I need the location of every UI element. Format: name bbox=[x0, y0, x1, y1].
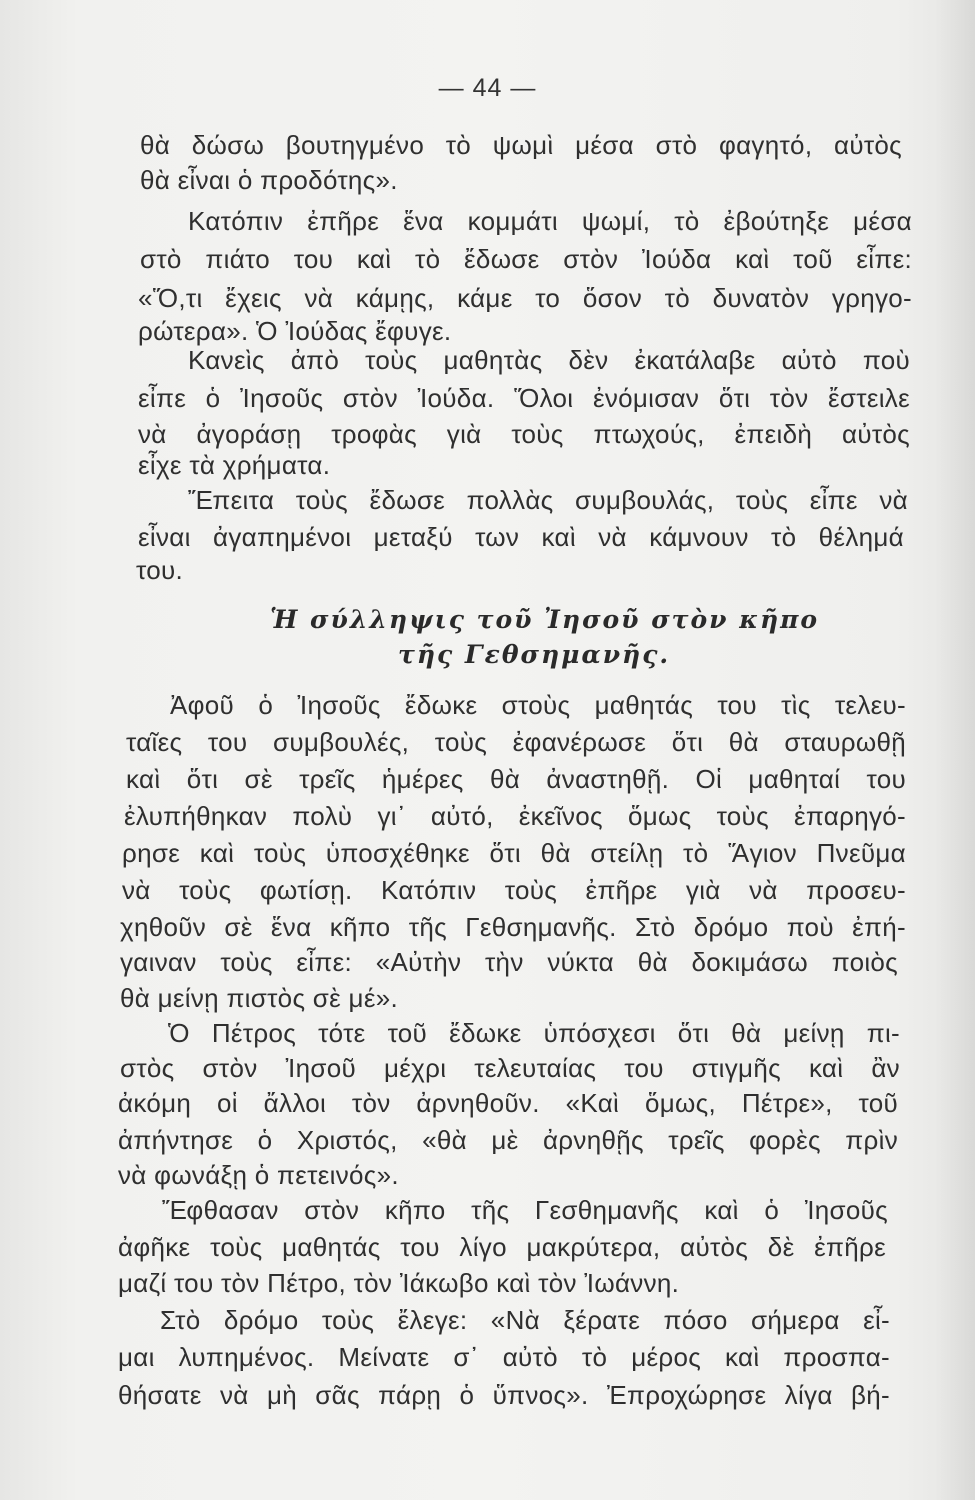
page-number: — 44 — bbox=[438, 74, 537, 102]
text-line: θὰ εἶναι ὁ προδότης». bbox=[140, 165, 398, 195]
text-line: χηθοῦν σὲ ἕνα κῆπο τῆς Γεθσημανῆς. Στὸ δρόμο ποὺ ἐπή- bbox=[120, 912, 906, 942]
text-line: εἶχε τὰ χρήματα. bbox=[138, 450, 331, 480]
text-line: ἐλυπήθηκαν πολὺ γι᾽ αὐτό, ἐκεῖνος ὅμως τοὺς ἐπαρηγό- bbox=[124, 801, 906, 831]
section-heading: Ἡ σύλληψις τοῦ Ἰησοῦ στὸν κῆπο bbox=[270, 605, 820, 634]
text-line: θὰ δώσω βουτηγμένο τὸ ψωμὶ μέσα στὸ φαγητό, αὐτὸς bbox=[140, 130, 902, 160]
text-line: Ἔφθασαν στὸν κῆπο τῆς Γεσθημανῆς καὶ ὁ Ἰησοῦς bbox=[162, 1195, 888, 1225]
text-line: Κανεὶς ἀπὸ τοὺς μαθητὰς δὲν ἐκατάλαβε αὐτὸ ποὺ bbox=[188, 345, 910, 375]
text-line: μαζί του τὸν Πέτρο, τὸν Ἰάκωβο καὶ τὸν Ἰωάννη. bbox=[118, 1268, 680, 1298]
text-line: γαιναν τοὺς εἶπε: «Αὐτὴν τὴν νύκτα θὰ δοκιμάσω ποιὸς bbox=[120, 947, 898, 977]
text-line: θὰ μείνῃ πιστὸς σὲ μέ». bbox=[120, 983, 399, 1013]
text-line: ἀκόμη οἱ ἄλλοι τὸν ἀρνηθοῦν. «Καὶ ὅμως, Πέτρε», τοῦ bbox=[118, 1088, 898, 1118]
text-line: Ἀφοῦ ὁ Ἰησοῦς ἔδωκε στοὺς μαθητάς του τὶς τελευ- bbox=[170, 690, 906, 720]
text-line: ἀφῆκε τοὺς μαθητάς του λίγο μακρύτερα, αὐτὸς δὲ ἐπῆρε bbox=[118, 1232, 886, 1262]
text-line: νὰ τοὺς φωτίσῃ. Κατόπιν τοὺς ἐπῆρε γιὰ νὰ προσευ- bbox=[122, 875, 906, 905]
text-line: Κατόπιν ἐπῆρε ἕνα κομμάτι ψωμί, τὸ ἐβούτηξε μέσα bbox=[188, 206, 912, 236]
text-line: στὸς στὸν Ἰησοῦ μέχρι τελευταίας του στιγμῆς καὶ ἂν bbox=[120, 1053, 900, 1083]
text-line: θήσατε νὰ μὴ σᾶς πάρῃ ὁ ὕπνος». Ἐπροχώρησε λίγα βή- bbox=[118, 1380, 890, 1410]
text-line: ταῖες του συμβουλές, τοὺς ἐφανέρωσε ὅτι θὰ σταυρωθῇ bbox=[126, 727, 906, 757]
text-line: ρώτερα». Ὁ Ἰούδας ἔφυγε. bbox=[138, 316, 452, 346]
text-line: νὰ φωνάξῃ ὁ πετεινός». bbox=[118, 1160, 399, 1190]
text-line: ἀπήντησε ὁ Χριστός, «θὰ μὲ ἀρνηθῇς τρεῖς φορὲς πρὶν bbox=[118, 1125, 898, 1155]
text-line: «Ὅ,τι ἔχεις νὰ κάμῃς, κάμε το ὅσον τὸ δυνατὸν γρηγο- bbox=[138, 283, 912, 313]
text-line: στὸ πιάτο του καὶ τὸ ἔδωσε στὸν Ἰούδα καὶ τοῦ εἶπε: bbox=[140, 244, 912, 274]
text-line: εἶναι ἀγαπημένοι μεταξύ των καὶ νὰ κάμνουν τὸ θέλημά bbox=[138, 522, 904, 552]
text-line: ρησε καὶ τοὺς ὑποσχέθηκε ὅτι θὰ στείλῃ τὸ Ἅγιον Πνεῦμα bbox=[122, 838, 906, 868]
text-line: μαι λυπημένος. Μείνατε σ᾽ αὐτὸ τὸ μέρος καὶ προσπα- bbox=[118, 1342, 890, 1372]
text-line: του. bbox=[136, 555, 184, 585]
text-line: Ἔπειτα τοὺς ἔδωσε πολλὰς συμβουλάς, τοὺς εἶπε νὰ bbox=[188, 485, 908, 515]
text-line: Στὸ δρόμο τοὺς ἔλεγε: «Νὰ ξέρατε πόσο σήμερα εἶ- bbox=[160, 1305, 890, 1335]
section-heading: τῆς Γεθσημανῆς. bbox=[398, 640, 671, 669]
text-line: Ὁ Πέτρος τότε τοῦ ἔδωκε ὑπόσχεσι ὅτι θὰ μείνῃ πι- bbox=[168, 1018, 900, 1048]
text-line: νὰ ἀγοράσῃ τροφὰς γιὰ τοὺς πτωχούς, ἐπειδὴ αὐτὸς bbox=[138, 419, 910, 449]
text-line: καὶ ὅτι σὲ τρεῖς ἡμέρες θὰ ἀναστηθῇ. Οἱ μαθηταί του bbox=[126, 764, 906, 794]
text-line: εἶπε ὁ Ἰησοῦς στὸν Ἰούδα. Ὅλοι ἐνόμισαν ὅτι τὸν ἔστειλε bbox=[138, 383, 910, 413]
page-edge-shadow bbox=[935, 0, 975, 1500]
